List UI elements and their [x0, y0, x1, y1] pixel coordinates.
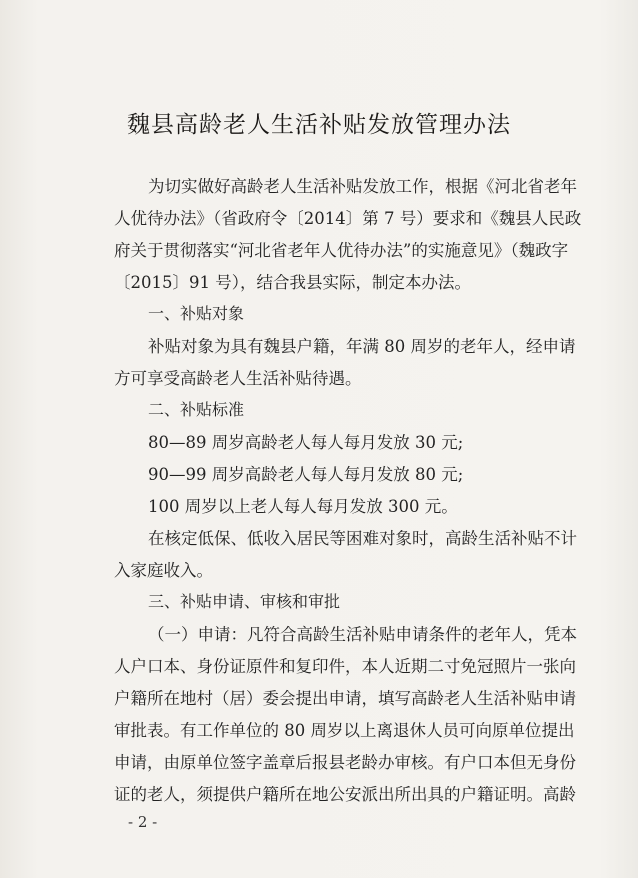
section-heading: 三、补贴申请、审核和审批: [148, 592, 341, 611]
paragraph-line: 为切实做好高龄老人生活补贴发放工作，根据《河北省老年: [148, 177, 577, 196]
paragraph-line: 审批表。有工作单位的 80 周岁以上离退休人员可向原单位提出: [114, 721, 575, 740]
paragraph-line: 户籍所在地村（居）委会提出申请，填写高龄老人生活补贴申请: [114, 689, 576, 708]
paragraph-line: 方可享受高龄老人生活补贴待遇。: [114, 369, 362, 388]
paragraph-line: 100 周岁以上老人每人每月发放 300 元。: [148, 497, 458, 516]
paragraph-line: （一）申请：凡符合高龄生活补贴申请条件的老年人，凭本: [148, 625, 577, 644]
paragraph-line: 80—89 周岁高龄老人每人每月发放 30 元;: [148, 433, 464, 452]
paragraph-line: 90—99 周岁高龄老人每人每月发放 80 元;: [148, 465, 464, 484]
page-number: - 2 -: [128, 813, 158, 831]
paragraph-line: 申请，由原单位签字盖章后报县老龄办审核。有户口本但无身份: [114, 753, 576, 772]
section-heading: 二、补贴标准: [148, 400, 245, 419]
paragraph-line: 补贴对象为具有魏县户籍，年满 80 周岁的老年人，经申请: [148, 337, 576, 356]
paragraph-line: 〔2015〕91 号），结合我县实际，制定本办法。: [114, 273, 471, 292]
paragraph-line: 在核定低保、低收入居民等困难对象时，高龄生活补贴不计: [148, 529, 577, 548]
section-heading: 一、补贴对象: [148, 304, 245, 323]
paragraph-line: 人优待办法》（省政府令〔2014〕第 7 号）要求和《魏县人民政: [114, 209, 582, 228]
paragraph-line: 府关于贯彻落实“河北省老年人优待办法”的实施意见》（魏政字: [114, 241, 569, 260]
paragraph-line: 证的老人，须提供户籍所在地公安派出所出具的户籍证明。高龄: [114, 785, 576, 804]
paragraph-line: 入家庭收入。: [114, 561, 213, 580]
document-title: 魏县高龄老人生活补贴发放管理办法: [127, 112, 511, 138]
paragraph-line: 人户口本、身份证原件和复印件，本人近期二寸免冠照片一张向: [114, 657, 576, 676]
